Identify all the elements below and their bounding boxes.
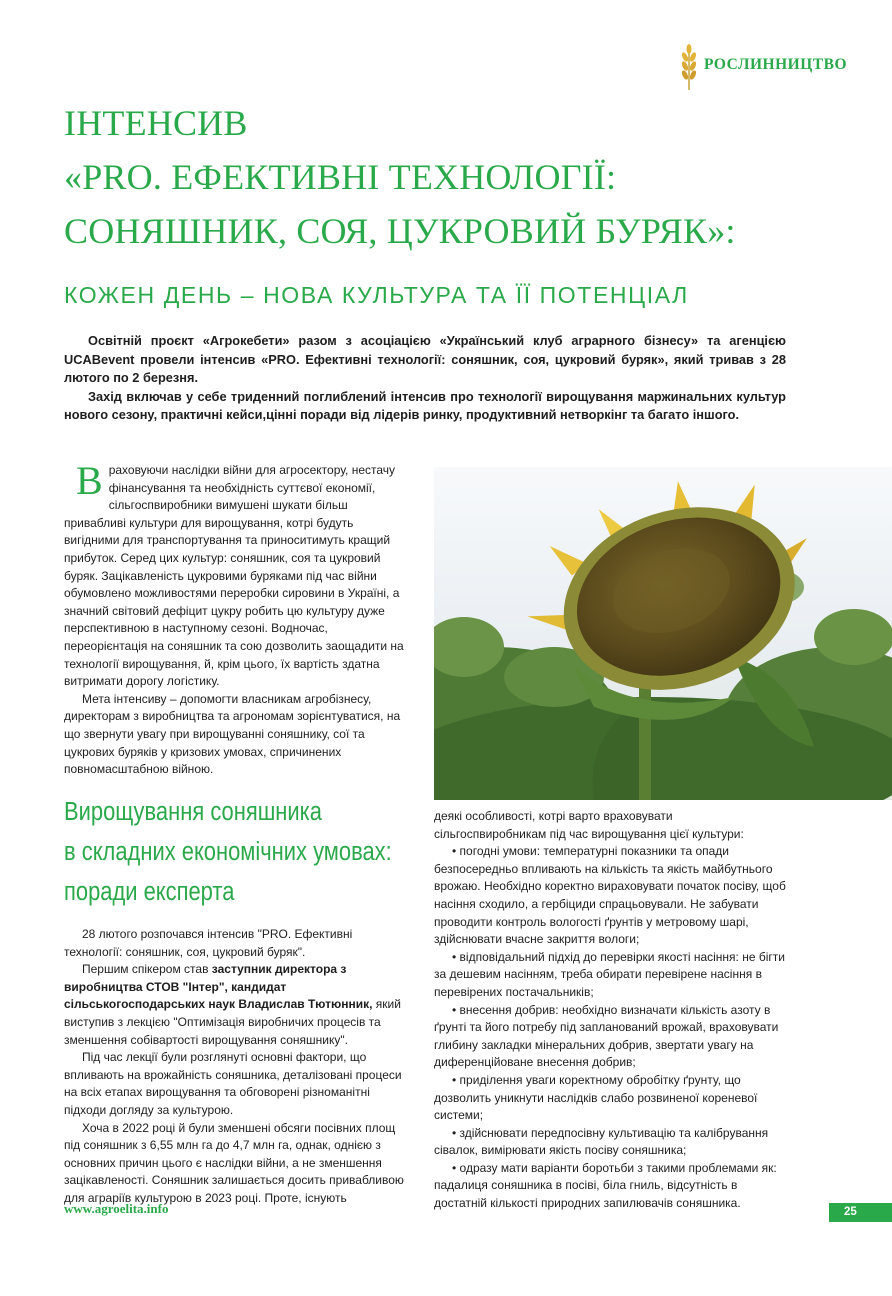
- intro-lead: [64, 332, 786, 425]
- body-text: який виступив з лекцією "Оптимізація виробничих процесів та зменшення собівартості вирощування соняшнику".: [64, 997, 401, 1047]
- heading-line: поради експерта: [64, 878, 235, 906]
- body-paragraph: [64, 458, 408, 691]
- page-number: 25: [829, 1203, 892, 1222]
- section-label: РОСЛИННИЦТВО: [704, 56, 847, 73]
- body-text: раховуючи наслідки війни для агросектору, нестачу фінансування та необхідність суттєвої економії, сільгоспвиробники вимушені шукати більш привабливі культури для вирощування, котрі будуть вигідними для транспортування та приноситимуть кращий прибуток. Серед цих культур: соняшник, соя та цукровий буряк. Зацікавленість цукровими буряками під час війни обумовлено можливостями переробки сировини в Україні, а значний світовий дефіцит цукру робить цю культуру дуже перспективною в наступному сезоні. Водночас, переорієнтація на соняшник та сою дозволить заощадити на технології вирощування, й, крім цього, їх вартість здатна витримати дорогу логістику.: [64, 463, 404, 689]
- body-paragraph: [64, 961, 408, 1049]
- heading-line: в складних економічних умовах:: [64, 838, 392, 866]
- body-paragraph: Мета інтенсиву – допомогти власникам агробізнесу, директорам з виробництва та агрономам зорієнтуватися, на що звернути увагу при вирощуванні соняшнику, сої та цукрових буряків у кризових умовах, спричинених повномасштабною війною.: [64, 691, 401, 777]
- intro-paragraph: Захід включав у себе триденний поглиблений інтенсив про технології вирощування маржинальних культур нового сезону, практичні кейси,цінні поради від лідерів ринку, продуктивний нетворкінг та багато іншого.: [64, 388, 786, 423]
- footer-url[interactable]: www.agroelita.info: [64, 1201, 169, 1216]
- bullet-item: • внесення добрив: необхідно визначати кількість азоту в ґрунті та його потребу під запланований врожай, враховувати глибину закладки мінеральних добрив, звертати увагу на диференційоване внесення добрив;: [434, 1002, 779, 1070]
- title-line: ІНТЕНСИВ: [64, 103, 248, 143]
- article-title: [64, 96, 864, 258]
- bullet-item: • відповідальний підхід до перевірки якості насіння: не бігти за дешевим насінням, треба обирати перевірене насіння в перевірених постачальників;: [434, 949, 785, 999]
- section-tag: [678, 44, 892, 90]
- body-paragraph: 28 лютого розпочався інтенсив "PRO. Ефективні технології: соняшник, соя, цукровий буряк".: [64, 927, 353, 959]
- body-column-left-bottom: [64, 926, 408, 1208]
- body-column-right: [434, 808, 786, 1213]
- body-text: Першим спікером став: [82, 962, 212, 977]
- drop-cap: В: [76, 458, 103, 503]
- speaker-credit: заступник директора з виробництва СТОВ "Інтер", кандидат сільськогосподарських наук Владислав Тютюнник,: [64, 962, 373, 1012]
- section-heading: [64, 792, 392, 912]
- sunflower-photo: [434, 467, 892, 800]
- body-paragraph: Хоча в 2022 році й були зменшені обсяги посівних площ під соняшник з 6,55 млн га до 4,7 млн га, однак, однією з основних причин цього є наслідки війни, а не зменшення зацікавленості. Соняшник залишається досить привабливою для аграріїв культурою в 2023 році. Проте, існують: [64, 1120, 404, 1205]
- sunflower-image: [434, 467, 892, 800]
- intro-paragraph: Освітній проєкт «Агрокебети» разом з асоціацією «Український клуб аграрного бізнесу» та агенцією UCABevent провели інтенсив «PRO. Ефективні технології: соняшник, соя, цукровий буряк», який тривав з 28 лютого по 2 березня.: [64, 333, 786, 386]
- body-paragraph: Під час лекції були розглянуті основні фактори, що впливають на врожайність соняшника, деталізовані процеси на всіх етапах вирощування та обговорені різноманітні підходи догляду за культурою.: [64, 1050, 402, 1117]
- heading-line: Вирощування соняшника: [64, 798, 322, 826]
- bullet-item: • погодні умови: температурні показники та опади безпосередньо впливають на кількість та якість майбутнього врожаю. Необхідно коректно вираховувати початок посіву, щоб насіння сходило, а гербіциди спрацьовували. Не забувати проводити контроль вологості ґрунтів у метровому шарі, здійснювати вчасне закриття вологи;: [434, 844, 786, 947]
- bullet-item: • здійснювати передпосівну культивацію та калібрування сівалок, вимірювати якість посіву соняшника;: [434, 1125, 769, 1158]
- title-line: СОНЯШНИК, СОЯ, ЦУКРОВИЙ БУРЯК»:: [64, 211, 736, 251]
- title-line: «PRO. ЕФЕКТИВНІ ТЕХНОЛОГІЇ:: [64, 157, 617, 197]
- wheat-icon: [678, 44, 700, 90]
- bullet-item: • одразу мати варіанти боротьби з такими проблемами як: падалиця соняшника в посіві, біла гниль, відсутність в достатній кількості природних запилювачів соняшника.: [434, 1160, 777, 1211]
- bullet-item: • приділення уваги коректному обробітку ґрунту, що дозволить уникнути наслідків слабо розвиненої кореневої системи;: [434, 1072, 758, 1123]
- body-paragraph: деякі особливості, котрі варто враховувати сільгоспвиробникам під час вирощування цієї культури:: [434, 809, 744, 841]
- article-subtitle: КОЖЕН ДЕНЬ – НОВА КУЛЬТУРА ТА ЇЇ ПОТЕНЦІАЛ: [64, 282, 689, 308]
- body-column-left: [64, 458, 408, 779]
